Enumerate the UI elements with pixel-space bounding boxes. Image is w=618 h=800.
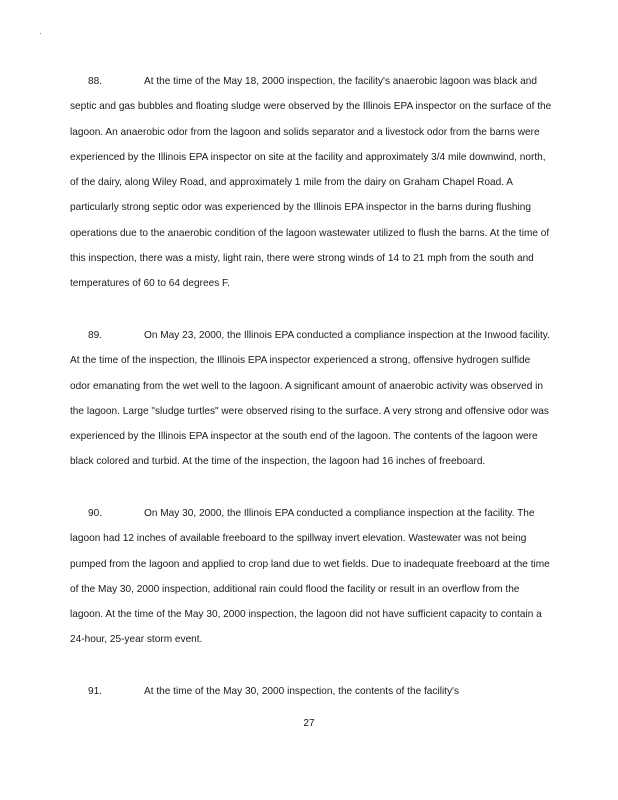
paragraph-text: At the time of the May 18, 2000 inspection, the facility's anaerobic lagoon was black and septic and gas bubbles and floating sludge were observed by the Illinois EPA inspector on the surface of the lagoon. An anaerobic odor from the lagoon and solids separator and a livestock odor from the barns were experienced by the Illinois EPA inspector on site at the facility and approximately 3/4 mile downwind, north, of the dairy, along Wiley Road, and approximately 1 mile from the dairy on Graham Chapel Road. A particularly strong septic odor was experienced by the Illinois EPA inspector in the barns during flushing operations due to the anaerobic condition of the lagoon wastewater utilized to flush the barns. At the time of this inspection, there was a misty, light rain, there were strong winds of 14 to 21 mph from the south and temperatures of 60 to 64 degrees F. [70, 76, 552, 290]
paragraph-text: On May 30, 2000, the Illinois EPA conducted a compliance inspection at the facility. The lagoon had 12 inches of available freeboard to the spillway invert elevation. Wastewater was not being pumped from the lagoon and applied to crop land due to wet fields. Due to inadequate freeboard at the time of the May 30, 2000 inspection, additional rain could flood the facility or result in an overflow from the lagoon. At the time of the May 30, 2000 inspection, the lagoon did not have sufficient capacity to contain a 24-hour, 25-year storm event. [70, 508, 550, 646]
paragraph-90 [70, 501, 552, 653]
paragraph-89 [70, 323, 552, 475]
paragraph-number: 88. [88, 76, 103, 87]
paragraph-91 [70, 679, 552, 704]
paragraph-number: 91. [88, 686, 103, 697]
paragraph-number: 90. [88, 508, 103, 519]
paragraph-text: On May 23, 2000, the Illinois EPA conducted a compliance inspection at the Inwood facility. At the time of the inspection, the Illinois EPA inspector experienced a strong, offensive hydrogen sulfide odor emanating from the wet well to the lagoon. A significant amount of anaerobic activity was observed in the lagoon. Large "sludge turtles" were observed rising to the surface. A very strong and offensive odor was experienced by the Illinois EPA inspector at the south end of the lagoon. The contents of the lagoon were black colored and turbid. At the time of the inspection, the lagoon had 16 inches of freeboard. [70, 330, 550, 468]
paragraph-number: 89. [88, 330, 103, 341]
scan-speck [40, 33, 41, 34]
paragraph-88 [70, 69, 552, 297]
paragraph-text: At the time of the May 30, 2000 inspection, the contents of the facility's [144, 686, 460, 697]
page-number: 27 [303, 718, 315, 729]
